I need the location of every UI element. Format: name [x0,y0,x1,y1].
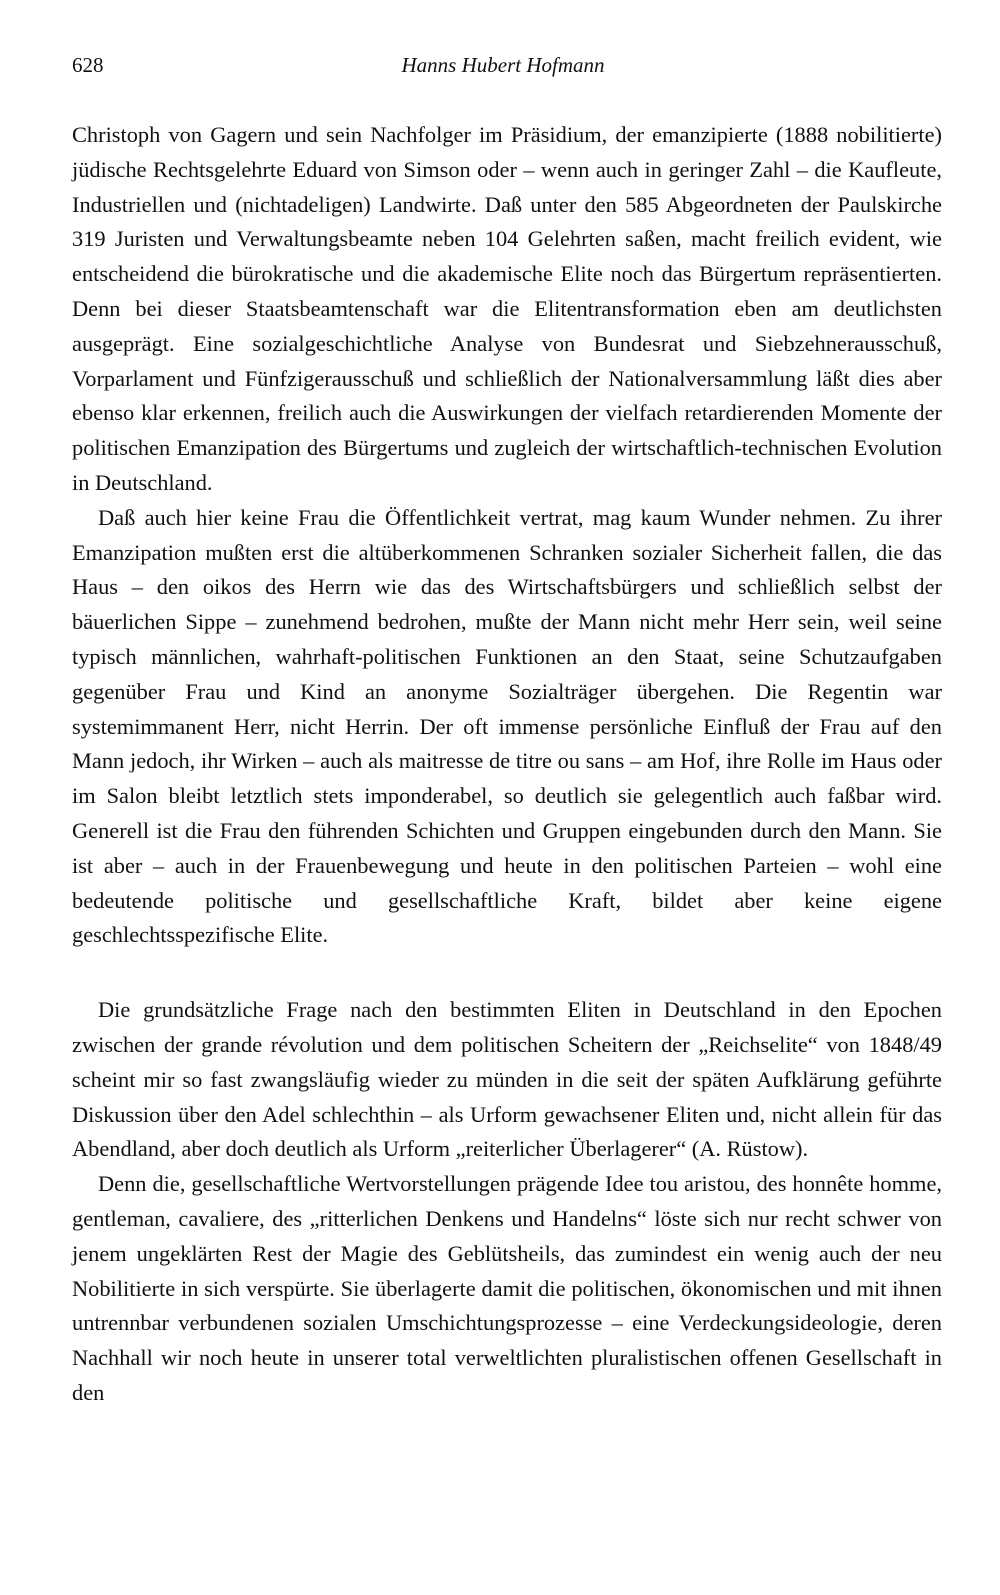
running-title: Hanns Hubert Hofmann [401,53,605,77]
paragraph-3: Die grundsätzliche Frage nach den bestimmten Eliten in Deutschland in den Epochen zwischen der grande révolution und dem politischen Scheitern der „Reichselite“ von 1848/49 scheint mir so fast zwangsläufig wieder zu münden in die seit der späten Aufklärung geführte Diskussion über den Adel schlechthin – als Urform gewachsener Eliten und, nicht allein für das Abendland, aber doch deutlich als Urform „reiterlicher Überlagerer“ (A. Rüstow). [72,997,942,1162]
paragraph-1: Christoph von Gagern und sein Nachfolger im Präsidium, der emanzipierte (1888 nobilitierte) jüdische Rechtsgelehrte Eduard von Simson oder – wenn auch in geringer Zahl – die Kaufleute, Industriellen und (nichtadeligen) Landwirte. Daß unter den 585 Abgeordneten der Paulskirche 319 Juristen und Verwaltungsbeamte neben 104 Gelehrten saßen, macht freilich evident, wie entscheidend die bürokratische und die akademische Elite noch das Bürgertum repräsentierten. Denn bei dieser Staatsbeamtenschaft war die Elitentransformation eben am deutlichsten ausgeprägt. Eine sozialgeschichtliche Analyse von Bundesrat und Siebzehnerausschuß, Vorparlament und Fünfzigerausschuß und schließlich der Nationalversammlung läßt dies aber ebenso klar erkennen, freilich auch die Auswirkungen der vielfach retardierenden Momente der politischen Emanzipation des Bürgertums und zugleich der wirtschaftlich-technischen Evolution in Deutschland. [72,122,942,495]
running-header [72,50,934,80]
paragraph-2: Daß auch hier keine Frau die Öffentlichkeit vertrat, mag kaum Wunder nehmen. Zu ihrer Emanzipation mußten erst die altüberkommenen Schranken sozialer Sicherheit fallen, die das Haus – den oikos des Herrn wie das des Wirtschaftsbürgers und schließlich selbst der bäuerlichen Sippe – zunehmend bedrohen, mußte der Mann nicht mehr Herr sein, weil seine typisch männlichen, wahrhaft-politischen Funktionen an den Staat, seine Schutzaufgaben gegenüber Frau und Kind an anonyme Sozialträger übergehen. Die Regentin war systemimmanent Herr, nicht Herrin. Der oft immense persönliche Einfluß der Frau auf den Mann jedoch, ihr Wirken – auch als maitresse de titre ou sans – am Hof, ihre Rolle im Haus oder im Salon bleibt letztlich stets imponderabel, so deutlich sie gelegentlich auch faßbar wird. Generell ist die Frau den führenden Schichten und Gruppen eingebunden durch den Mann. Sie ist aber – auch in der Frauenbewegung und heute in den politischen Parteien – wohl eine bedeutende politische und gesellschaftliche Kraft, bildet aber keine eigene geschlechtsspezifische Elite. [72,504,942,948]
body-text [72,118,942,1411]
page-number: 628 [72,53,104,77]
section-break [72,953,942,993]
paragraph-4: Denn die, gesellschaftliche Wertvorstellungen prägende Idee tou aristou, des honnête homme, gentleman, cavaliere, des „ritterlichen Denkens und Handelns“ löste sich nur recht schwer von jenem ungeklärten Rest der Magie des Geblütsheils, das zumindest ein wenig auch der neu Nobilitierte in sich verspürte. Sie überlagerte damit die politischen, ökonomischen und mit ihnen untrennbar verbundenen sozialen Umschichtungsprozesse – eine Verdeckungsideologie, deren Nachhall wir noch heute in unserer total verweltlichten pluralistischen offenen Gesellschaft in den [72,1171,942,1405]
